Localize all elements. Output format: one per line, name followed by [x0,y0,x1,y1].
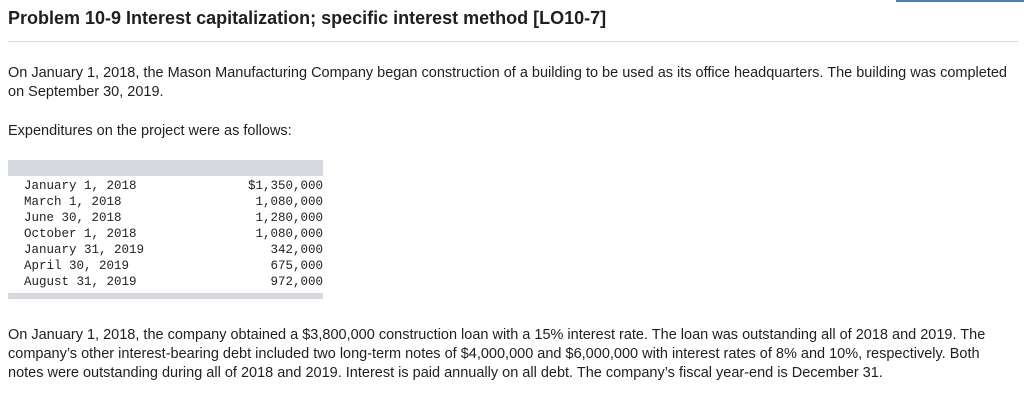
expenditure-date: March 1, 2018 [24,195,122,209]
table-footer-band [8,293,323,299]
expenditure-date: June 30, 2018 [24,211,122,225]
expenditure-date: January 31, 2019 [24,243,145,257]
expenditure-amount: 675,000 [270,259,323,273]
table-row [8,210,323,226]
table-row [8,194,323,210]
expenditure-amount: 972,000 [270,275,323,289]
expenditure-amount: $1,350,000 [247,179,323,193]
expenditure-date: August 31, 2019 [24,275,137,289]
expenditure-amount: 1,080,000 [255,227,323,241]
loan-paragraph: On January 1, 2018, the company obtained a $3,800,000 construction loan with a 15% interest rate. The loan was outstanding all of 2018 and 2019. The company’s other interest-bearing debt included two long-term notes of $4,000,000 and $6,000,000 with interest rates of 8% and 10%, respectively. Both notes were outstanding during all of 2018 and 2019. Interest is paid annually on all debt. The company’s fiscal year-end is December 31. [8,327,986,381]
expenditures-table [8,160,323,299]
expenditure-date: April 30, 2019 [24,259,130,273]
table-header-band [8,160,323,176]
title-divider [8,41,1018,42]
expenditure-amount: 342,000 [270,243,323,257]
expenditure-date: October 1, 2018 [24,227,137,241]
expenditure-amount: 1,280,000 [255,211,323,225]
expenditure-date: January 1, 2018 [24,179,137,193]
intro-paragraph: On January 1, 2018, the Mason Manufacturing Company began construction of a building to be used as its office headquarters. The building was completed on September 30, 2019. [8,65,1007,100]
expenditures-heading: Expenditures on the project were as follows: [8,123,292,139]
top-accent-rule [896,0,1024,2]
table-row [8,274,323,290]
table-row [8,226,323,242]
table-row [8,258,323,274]
expenditure-amount: 1,080,000 [255,195,323,209]
table-row [8,242,323,258]
problem-title: Problem 10-9 Interest capitalization; specific interest method [LO10-7] [8,8,607,28]
table-body [8,176,323,293]
table-row [8,178,323,194]
